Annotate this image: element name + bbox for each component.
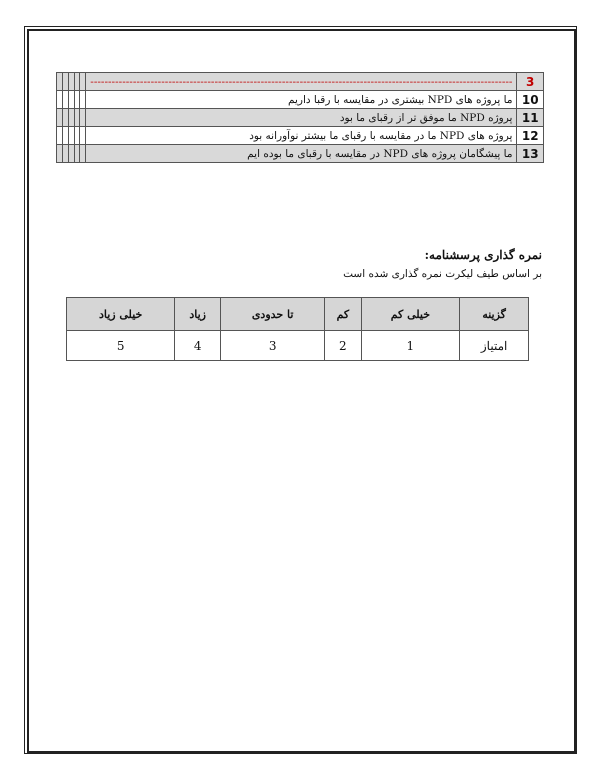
answer-cell — [74, 127, 80, 145]
question-number: 13 — [517, 145, 544, 163]
answer-cell — [62, 145, 68, 163]
answer-cell — [62, 127, 68, 145]
question-text: پروژه های NPD ما در مقایسه با رقبای ما بیشتر نوآورانه بود — [86, 127, 517, 145]
answer-cell — [62, 73, 68, 91]
table-row — [57, 73, 544, 91]
table-row — [57, 91, 544, 109]
answer-cell — [80, 109, 86, 127]
answer-cell — [68, 127, 74, 145]
questions-table — [56, 72, 544, 163]
scoring-heading: نمره گذاری پرسشنامه: — [424, 248, 542, 262]
header-high: زیاد — [175, 298, 221, 331]
answer-cell — [68, 73, 74, 91]
question-text: پروژه NPD ما موفق تر از رقبای ما بود — [86, 109, 517, 127]
score-value: 2 — [325, 331, 361, 361]
answer-cell — [80, 127, 86, 145]
score-value: 3 — [221, 331, 325, 361]
table-row — [67, 331, 529, 361]
header-low: کم — [325, 298, 361, 331]
question-text: ----------------------------------------------------------------------------------------------------------------------- — [86, 73, 517, 91]
answer-cell — [62, 91, 68, 109]
answer-cell — [68, 145, 74, 163]
answer-cell — [74, 91, 80, 109]
question-number: 11 — [517, 109, 544, 127]
table-header-row — [67, 298, 529, 331]
answer-cell — [68, 109, 74, 127]
table-row — [57, 127, 544, 145]
scoring-table — [66, 297, 529, 361]
answer-cell — [57, 145, 63, 163]
question-number: 3 — [517, 73, 544, 91]
score-value: 5 — [67, 331, 175, 361]
header-option: گزینه — [460, 298, 529, 331]
answer-cell — [74, 73, 80, 91]
scoring-subheading: بر اساس طیف لیکرت نمره گذاری شده است — [343, 268, 542, 280]
answer-cell — [62, 109, 68, 127]
header-very-high: خیلی زیاد — [67, 298, 175, 331]
answer-cell — [57, 73, 63, 91]
answer-cell — [80, 91, 86, 109]
answer-cell — [68, 91, 74, 109]
table-row — [57, 145, 544, 163]
table-row — [57, 109, 544, 127]
answer-cell — [80, 73, 86, 91]
score-value: 4 — [175, 331, 221, 361]
answer-cell — [80, 145, 86, 163]
answer-cell — [57, 127, 63, 145]
answer-cell — [74, 145, 80, 163]
question-number: 10 — [517, 91, 544, 109]
answer-cell — [74, 109, 80, 127]
answer-cell — [57, 91, 63, 109]
question-text: ما پیشگامان پروژه های NPD در مقایسه با رقبای ما بوده ایم — [86, 145, 517, 163]
score-value: 1 — [361, 331, 460, 361]
header-very-low: خیلی کم — [361, 298, 460, 331]
answer-cell — [57, 109, 63, 127]
question-number: 12 — [517, 127, 544, 145]
header-somewhat: تا حدودی — [221, 298, 325, 331]
score-label: امتیاز — [460, 331, 529, 361]
question-text: ما پروژه های NPD بیشتری در مقایسه با رقبا داریم — [86, 91, 517, 109]
